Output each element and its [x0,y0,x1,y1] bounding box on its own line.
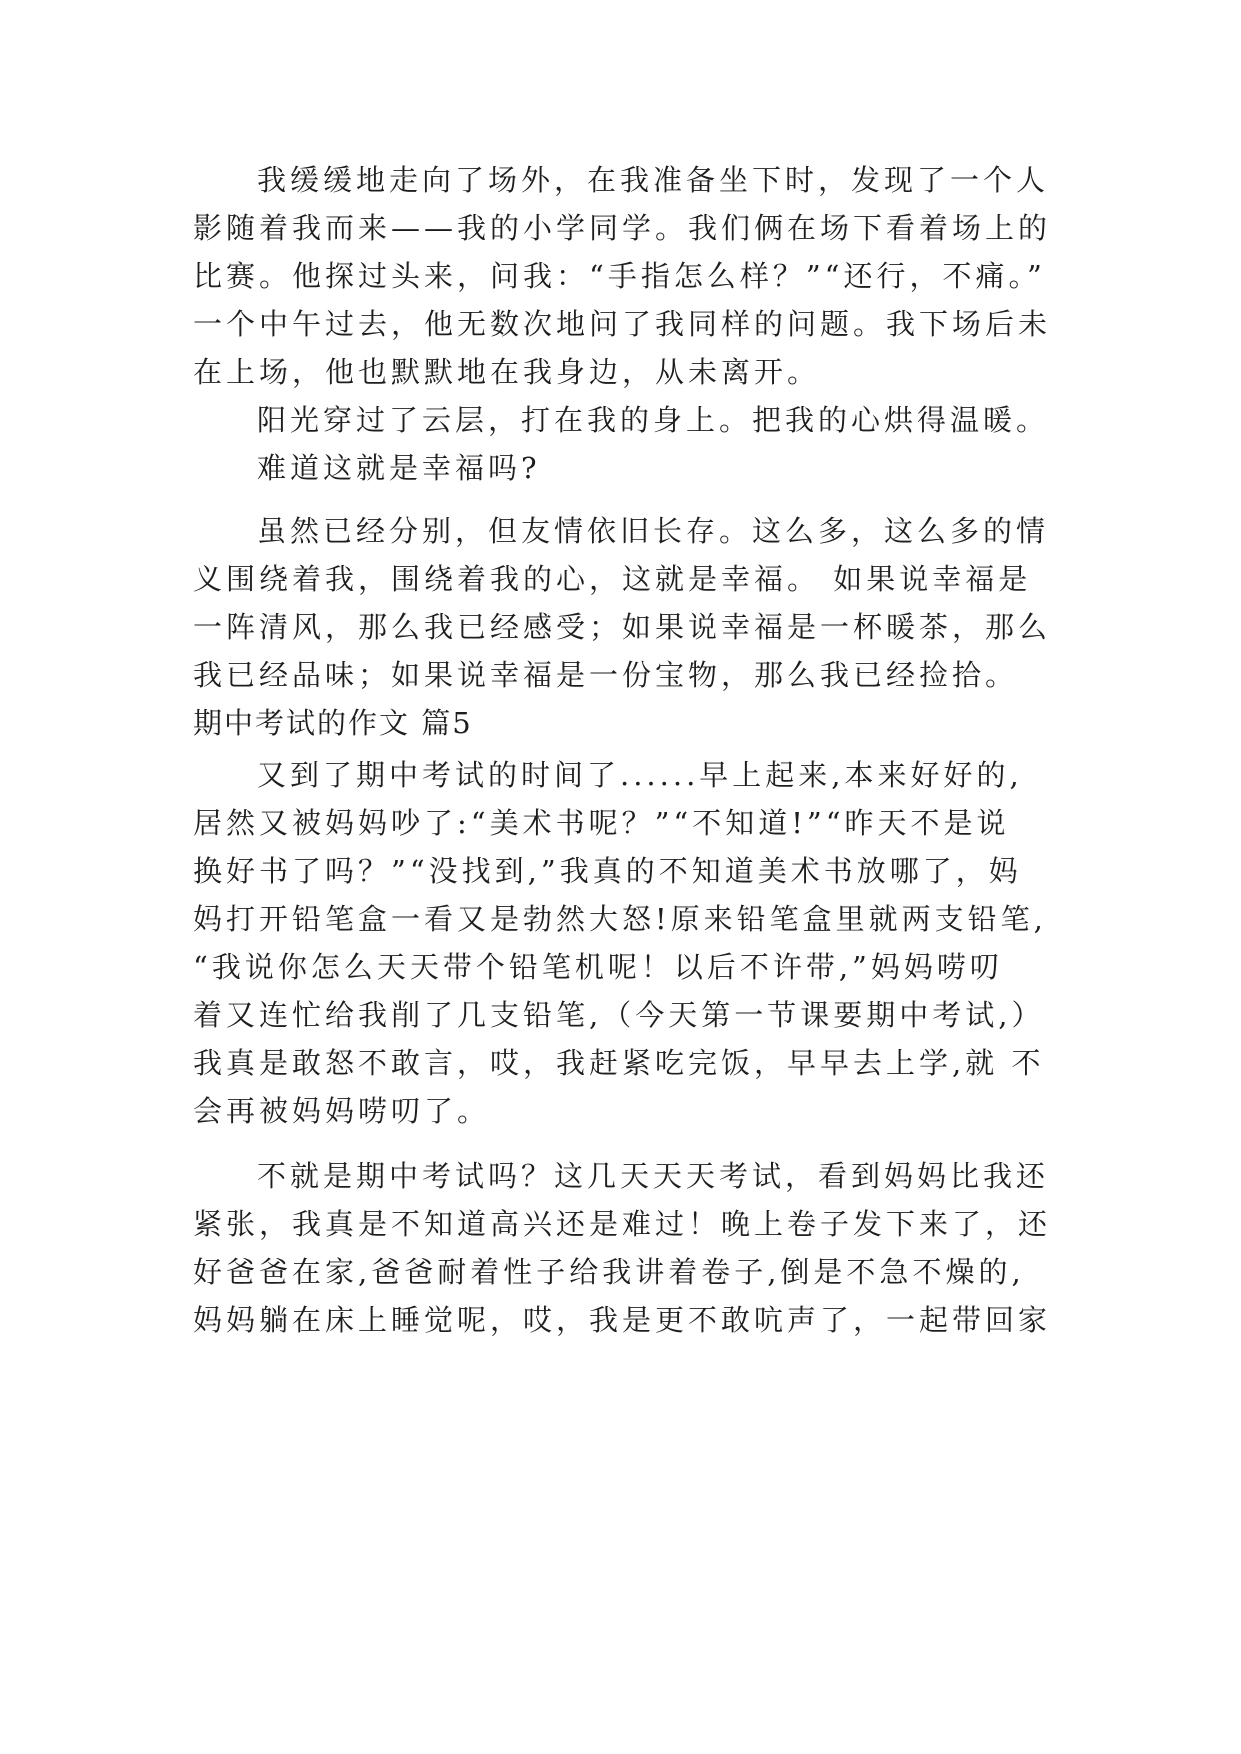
text-line: 影随着我而来——我的小学同学。我们俩在场下看着场上的 [193,211,1052,245]
text-line: 我已经品味；如果说幸福是一份宝物，那么我已经捡拾。 [193,658,1019,692]
text-line: 又到了期中考试的时间了......早上起来,本来好好的, [257,758,1023,792]
text-line: 难道这就是幸福吗? [257,451,541,485]
text-line: 一个中午过去，他无数次地问了我同样的问题。我下场后未 [193,307,1052,341]
text-line: 妈妈躺在床上睡觉呢，哎，我是更不敢吭声了，一起带回家 [193,1303,1052,1337]
text-line: 我真是敢怒不敢言，哎，我赶紧吃完饭，早早去上学,就 不 [193,1046,1045,1080]
text-line: 换好书了吗？”“没找到,”我真的不知道美术书放哪了，妈 [193,854,1022,888]
text-line: 居然又被妈妈吵了:“美术书呢？”“不知道!”“昨天不是说 [193,806,1010,840]
text-line: 会再被妈妈唠叨了。 [193,1094,491,1128]
text-line: 妈打开铅笔盒一看又是勃然大怒!原来铅笔盒里就两支铅笔, [193,902,1047,936]
text-line: 在上场，他也默默地在我身边，从未离开。 [193,355,821,389]
text-line: “我说你怎么天天带个铅笔机呢！以后不许带,”妈妈唠叨 [193,950,1003,984]
text-line: 虽然已经分别，但友情依旧长存。这么多，这么多的情 [257,514,1050,548]
text-line: 义围绕着我，围绕着我的心，这就是幸福。 如果说幸福是 [193,562,1032,596]
text-line: 比赛。他探过头来，问我：“手指怎么样？”“还行，不痛。” [193,259,1046,293]
text-line: 好爸爸在家,爸爸耐着性子给我讲着卷子,倒是不急不燥的, [193,1255,1025,1289]
text-line: 我缓缓地走向了场外，在我准备坐下时，发现了一个人 [257,163,1050,197]
text-line: 紧张，我真是不知道高兴还是难过！晚上卷子发下来了，还 [193,1207,1052,1241]
text-line: 不就是期中考试吗？这几天天天考试，看到妈妈比我还 [257,1159,1050,1193]
text-line: 着又连忙给我削了几支铅笔,（今天第一节课要期中考试,） [193,998,1045,1032]
section-heading: 期中考试的作文 篇5 [193,706,473,740]
text-line: 阳光穿过了云层，打在我的身上。把我的心烘得温暖。 [257,403,1050,437]
text-line: 一阵清风，那么我已经感受；如果说幸福是一杯暖茶，那么 [193,610,1052,644]
